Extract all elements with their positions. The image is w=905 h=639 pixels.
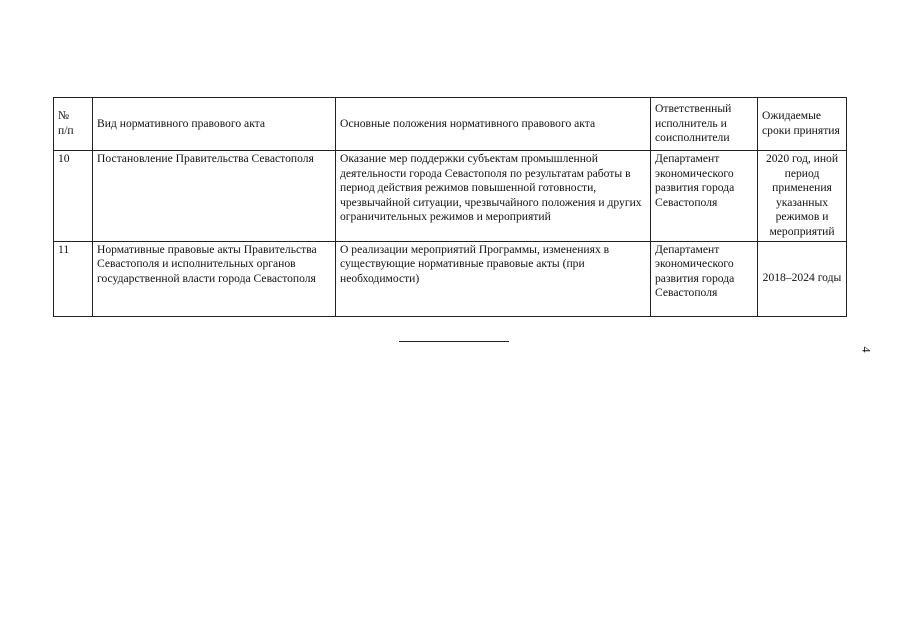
header-expected-term: Ожидаемые сроки принятия bbox=[758, 98, 847, 151]
row-main-provisions: Оказание мер поддержки субъектам промышленной деятельности города Севастополя по результатам работы в период действия режимов повышенной готовности, чрезвычайной ситуации, чрезвычайного положения и других ограничительных режимов и мероприятий bbox=[336, 151, 651, 242]
row-act-type: Постановление Правительства Севастополя bbox=[93, 151, 336, 242]
table-row bbox=[54, 151, 847, 242]
row-responsible: Департамент экономического развития города Севастополя bbox=[651, 241, 758, 316]
header-responsible: Ответственный исполнитель и соисполнители bbox=[651, 98, 758, 151]
row-expected-term: 2018–2024 годы bbox=[758, 241, 847, 316]
header-act-type: Вид нормативного правового акта bbox=[93, 98, 336, 151]
regulatory-acts-table bbox=[53, 97, 847, 317]
table-row bbox=[54, 241, 847, 316]
end-of-table-rule bbox=[399, 341, 509, 342]
table-header-row bbox=[54, 98, 847, 151]
row-act-type: Нормативные правовые акты Правительства Севастополя и исполнительных органов государственной власти города Севастополя bbox=[93, 241, 336, 316]
row-responsible: Департамент экономического развития города Севастополя bbox=[651, 151, 758, 242]
header-main-provisions: Основные положения нормативного правового акта bbox=[336, 98, 651, 151]
row-number: 10 bbox=[54, 151, 93, 242]
header-number: № п/п bbox=[54, 98, 93, 151]
row-expected-term: 2020 год, иной период применения указанных режимов и мероприятий bbox=[758, 151, 847, 242]
page-number: 4 bbox=[859, 346, 874, 353]
row-main-provisions: О реализации мероприятий Программы, изменениях в существующие нормативные правовые акты (при необходимости) bbox=[336, 241, 651, 316]
row-number: 11 bbox=[54, 241, 93, 316]
